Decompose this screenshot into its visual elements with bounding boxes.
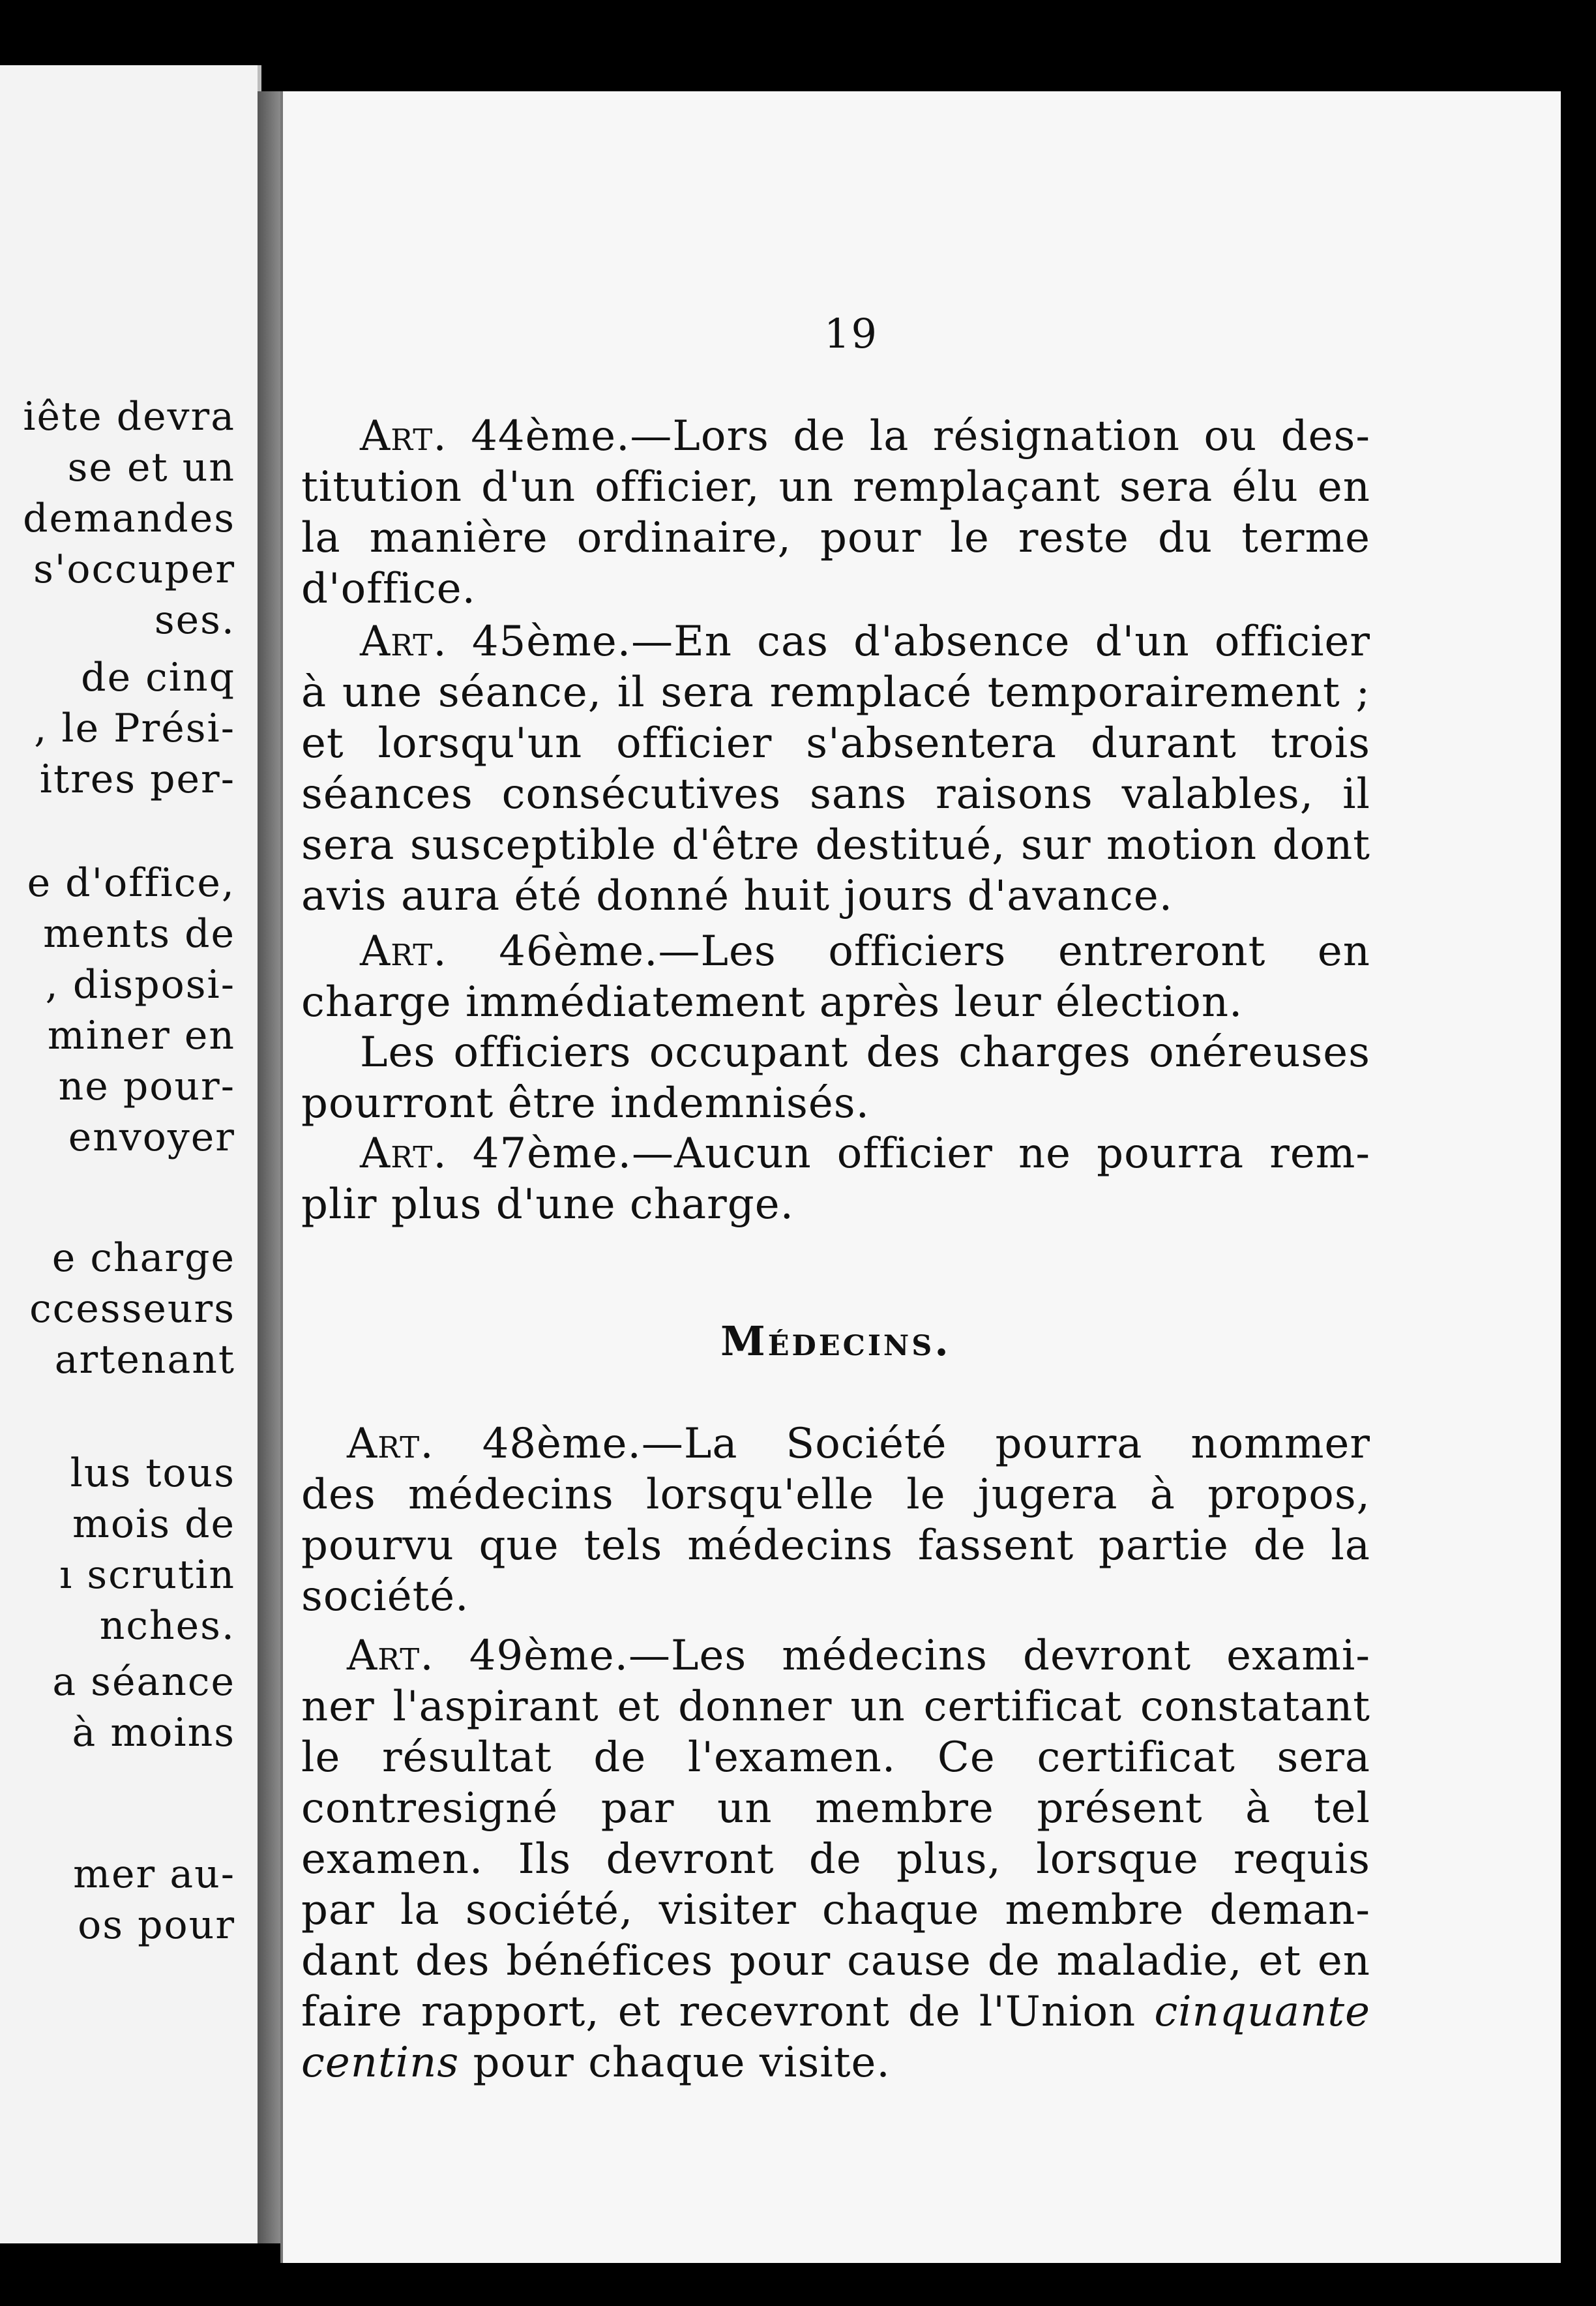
article-48 [301, 1418, 1370, 1622]
text-line: charge immédiatement après leur élection. [301, 978, 1243, 1026]
article-label: Art. [347, 1632, 434, 1680]
text-line: mois de [72, 1501, 235, 1547]
text-line: miner en [47, 1013, 235, 1058]
text-line [301, 411, 1370, 462]
text-line: e charge [52, 1235, 235, 1281]
text-line: titution d'un officier, un remplaçant sera élu en [301, 463, 1370, 511]
text-span: 45ème.—En cas d'absence d'un officier [471, 618, 1371, 666]
text-line: ı scrutin [59, 1552, 235, 1598]
text-line: plir plus d'une charge. [301, 1180, 794, 1229]
text-line [301, 1986, 1370, 2037]
text-line: itres per- [39, 756, 235, 802]
left-block-1 [23, 391, 235, 646]
text-span: 47ème.—Aucun officier ne pourra rem- [472, 1130, 1371, 1178]
text-line: nches. [99, 1603, 235, 1649]
article-label: Art. [360, 1130, 447, 1178]
article-label: Art. [360, 927, 447, 976]
text-line: d'office. [301, 565, 476, 613]
text-span: pour chaque visite. [473, 2039, 891, 2087]
left-block-6 [52, 1656, 235, 1758]
text-line: par la société, visiter chaque membre deman- [301, 1886, 1370, 1934]
text-line: artenant [54, 1337, 235, 1383]
text-span: 44ème.—Lors de la résignation ou des- [471, 412, 1371, 460]
text-line: société. [301, 1572, 469, 1621]
text-line [301, 1128, 1370, 1179]
text-span: faire rapport, et recevront de l'Union [301, 1988, 1136, 2036]
section-heading-medecins: Médecins. [720, 1317, 951, 1365]
page-number: 19 [824, 310, 878, 357]
text-span: 49ème.—Les médecins devront exami- [469, 1632, 1371, 1680]
text-line: avis aura été donné huit jours d'avance. [301, 872, 1174, 920]
text-line: ner l'aspirant et donner un certificat constatant [301, 1683, 1370, 1731]
text-line: os pour [78, 1902, 235, 1948]
text-line: la manière ordinaire, pour le reste du terme [301, 514, 1370, 562]
left-block-3 [27, 858, 235, 1163]
text-span: 46ème.—Les officiers entreront en [499, 927, 1371, 976]
text-line: envoyer [68, 1115, 235, 1160]
text-line: a séance [52, 1659, 235, 1705]
text-line: , disposi- [45, 962, 235, 1008]
text-line [301, 2037, 1370, 2088]
text-line: Les officiers occupant des charges onéreuses [360, 1028, 1370, 1077]
text-line: à moins [72, 1710, 235, 1756]
italic-text: centins [301, 2039, 460, 2087]
text-line: séances consécutives sans raisons valables, il [301, 770, 1370, 818]
text-span: 48ème.—La Société pourra nommer [482, 1420, 1371, 1468]
text-line: ments de [43, 911, 235, 957]
text-line: lus tous [70, 1450, 235, 1496]
left-page [0, 65, 261, 2243]
text-line: demandes [23, 496, 235, 541]
left-block-4 [29, 1233, 235, 1385]
paragraph-officiers [301, 1027, 1370, 1129]
article-label: Art. [360, 412, 447, 460]
text-line [301, 926, 1370, 977]
article-label: Art. [360, 618, 447, 666]
text-line: ses. [154, 597, 235, 643]
text-line: se et un [67, 445, 235, 490]
text-line: dant des bénéfices pour cause de maladie, et en [301, 1937, 1370, 1985]
left-block-7 [73, 1849, 235, 1951]
text-line [301, 1418, 1370, 1469]
article-45 [301, 616, 1370, 921]
text-line: et lorsqu'un officier s'absentera durant trois [301, 719, 1370, 768]
text-line: , le Prési- [34, 706, 235, 751]
italic-text: cinquante [1154, 1988, 1370, 2036]
text-line: ne pour- [58, 1064, 235, 1109]
article-47 [301, 1128, 1370, 1230]
text-line: pourvu que tels médecins fassent partie de la [301, 1521, 1370, 1570]
text-line: examen. Ils devront de plus, lorsque requis [301, 1835, 1370, 1883]
text-line: le résultat de l'examen. Ce certificat sera [301, 1733, 1370, 1782]
text-line: s'occuper [33, 547, 235, 592]
article-46 [301, 926, 1370, 1028]
left-block-2 [34, 652, 235, 805]
right-page [280, 91, 1561, 2263]
text-line: contresigné par un membre présent à tel [301, 1784, 1370, 1833]
text-line [301, 616, 1370, 667]
text-line: mer au- [73, 1851, 235, 1897]
text-line [301, 1630, 1370, 1681]
text-line: de cinq [81, 655, 235, 700]
text-line: iête devra [23, 394, 235, 440]
left-block-5 [59, 1448, 235, 1651]
text-line: sera susceptible d'être destitué, sur motion dont [301, 821, 1370, 869]
article-44 [301, 411, 1370, 614]
text-line: pourront être indemnisés. [301, 1079, 870, 1128]
text-line: ccesseurs [29, 1286, 235, 1332]
text-line: des médecins lorsqu'elle le jugera à propos, [301, 1471, 1370, 1519]
article-49 [301, 1630, 1370, 2088]
text-line: à une séance, il sera remplacé temporairement ; [301, 668, 1370, 717]
article-label: Art. [347, 1420, 434, 1468]
text-line: e d'office, [27, 860, 235, 906]
